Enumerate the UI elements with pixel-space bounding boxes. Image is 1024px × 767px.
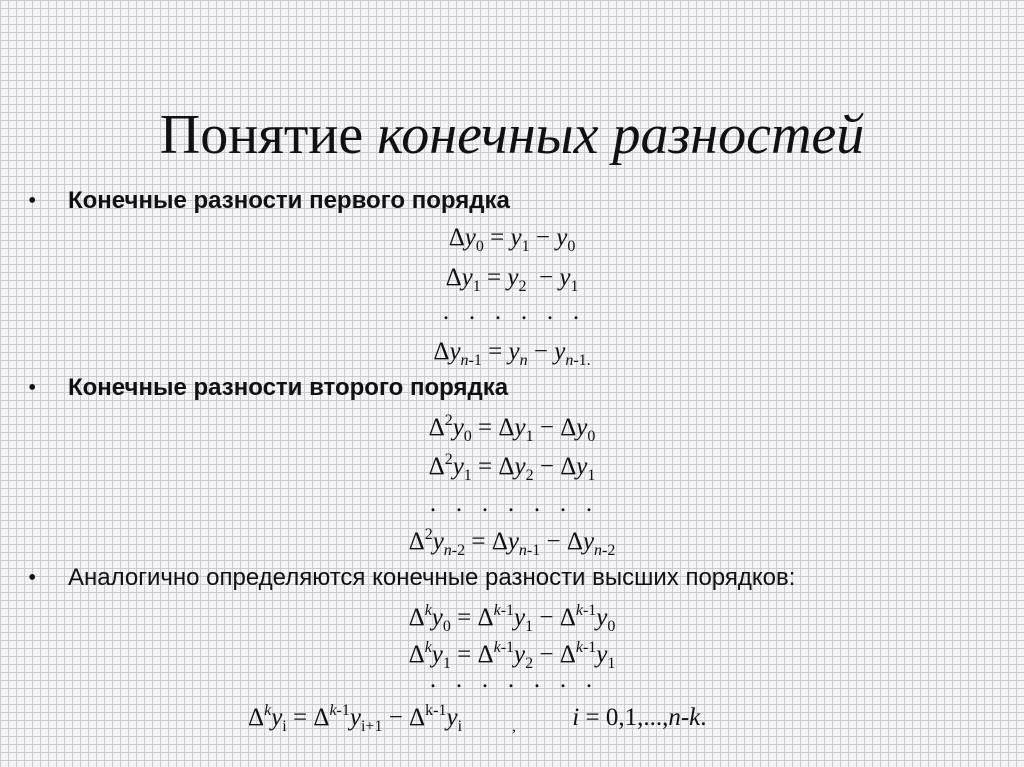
formula-second-order-1: $\Delta^2y_1 = \Delta y_2 - \Delta y_1$ — [428, 451, 596, 484]
formula-dots-3: . . . . . . . — [429, 666, 595, 693]
bullet-dot: • — [28, 188, 37, 214]
formula-second-order-n: $\Delta^2y_{n-2} = \Delta y_{n-1} - \Delta y_{n-2}$ — [408, 526, 616, 559]
formula-first-order-n: $\Delta y_{n-1} = y_n - y_{n-1.}$ — [433, 338, 591, 369]
formula-higher-order-0: $\Delta^ky_0 = \Delta^{k-1}y_1 - \Delta^{k-1}y_0$ — [408, 602, 616, 635]
bullet-first-order — [28, 186, 510, 216]
formula-second-order-0: $\Delta^2y_0 = \Delta y_1 - \Delta y_0$ — [428, 412, 596, 445]
title-part-regular: Понятие — [159, 104, 378, 166]
formula-first-order-0: $\Delta y_0 = y_1 - y_0$ — [448, 224, 576, 255]
bullet-text: Аналогично определяются конечные разности высших порядков: — [68, 564, 796, 591]
title-part-italic: конечных разностей — [377, 104, 865, 166]
bullet-higher-order — [28, 563, 795, 593]
formula-dots-2: . . . . . . . — [429, 490, 595, 517]
bullet-text: Конечные разности первого порядка — [68, 187, 510, 214]
formula-higher-order-1: $\Delta^ky_1 = \Delta^{k-1}y_2 - \Delta^{k-1}y_1$ — [408, 639, 616, 672]
formula-first-order-1: $\Delta y_1 = y_2 - y_1$ — [445, 264, 579, 295]
bullet-dot: • — [28, 375, 37, 401]
formula-dots-1: . . . . . . — [442, 298, 582, 325]
bullet-dot: • — [28, 565, 37, 591]
slide-title — [0, 100, 1024, 170]
bullet-text: Конечные разности второго порядка — [68, 374, 509, 401]
bullet-second-order — [28, 373, 508, 403]
formula-higher-order-i: $\Delta^ky_i = \Delta^{k-1}y_{i+1} - \Delta^{k-1}y_i$ $_,$ i = 0,1,...,n-k. — [248, 702, 707, 735]
